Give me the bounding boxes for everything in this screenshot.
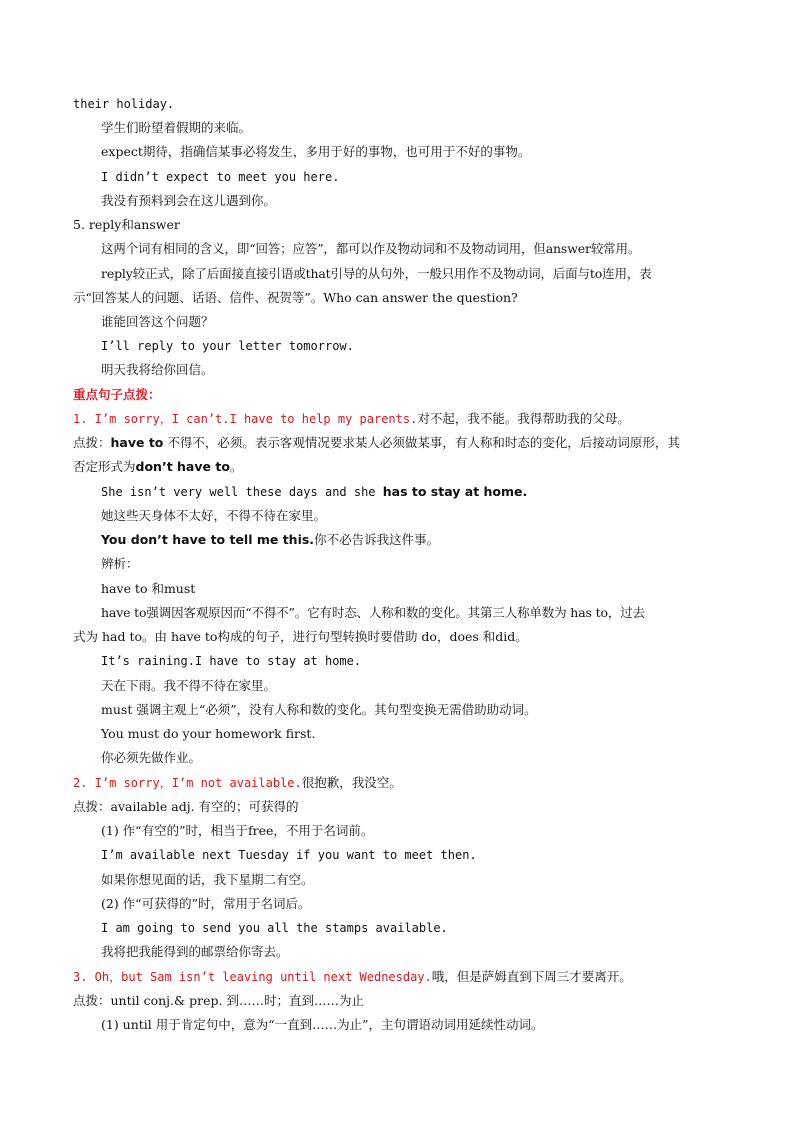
bold-phrase: has to stay at home. xyxy=(382,484,528,499)
text-line: 如果你想见面的话，我下星期二有空。 xyxy=(101,872,314,887)
label: 点拨： xyxy=(73,435,111,450)
text-line: 你必须先做作业。 xyxy=(101,750,202,765)
text-line: reply较正式，除了后面接直接引语或that引导的从句外，一般只用作不及物动词，后面与to连用，表 xyxy=(101,266,652,281)
key-sentence-english: 2. I’m sorry，I’m not available. xyxy=(73,776,302,790)
text-line: (1) 作“有空的”时，相当于free，不用于名词前。 xyxy=(101,823,374,838)
key-sentence-chinese: 对不起，我不能。我得帮助我的父母。 xyxy=(417,411,630,426)
key-sentence-1 xyxy=(73,410,630,428)
bold-phrase: have to xyxy=(110,435,164,450)
text-line: have to 和must xyxy=(101,581,196,596)
text-line xyxy=(73,434,680,452)
text-line: 明天我将给你回信。 xyxy=(101,362,214,377)
text: 你不必告诉我这件事。 xyxy=(314,532,440,547)
text-line: their holiday. xyxy=(73,97,175,111)
text-line: I’ll reply to your letter tomorrow. xyxy=(101,339,354,353)
text-line: 这两个词有相同的含义，即“回答；应答”，都可以作及物动词和不及物动词用，但answer较常用。 xyxy=(101,241,641,256)
key-sentence-2 xyxy=(73,774,402,792)
text-line: 我没有预料到会在这儿遇到你。 xyxy=(101,193,277,208)
key-sentence-english: 1. I’m sorry，I can’t.I have to help my parents. xyxy=(73,412,418,426)
text-line: 我将把我能得到的邮票给你寄去。 xyxy=(101,944,289,959)
text: 否定形式为 xyxy=(73,459,136,474)
example-sentence xyxy=(101,531,439,549)
example-sentence: I’m available next Tuesday if you want to meet then. xyxy=(101,848,477,862)
example-sentence: You must do your homework first. xyxy=(101,726,316,741)
text-line: 点拨：available adj. 有空的；可获得的 xyxy=(73,799,299,814)
text-line: 示“回答某人的问题、话语、信件、祝贺等”。Who can answer the question? xyxy=(73,290,518,305)
text: 。 xyxy=(229,459,243,474)
text: 不得不，必须。表示客观情况要求某人必须做某事，有人称和时态的变化，后接动词原形，其 xyxy=(163,435,680,450)
text-line: I didn’t expect to meet you here. xyxy=(101,170,340,184)
text-line: have to强调因客观原因而“不得不”。它有时态、人称和数的变化。其第三人称单数为 has to，过去 xyxy=(101,605,645,620)
text-line: 她这些天身体不太好，不得不待在家里。 xyxy=(101,508,327,523)
text-line: 学生们盼望着假期的来临。 xyxy=(101,120,252,135)
example-sentence: I am going to send you all the stamps available. xyxy=(101,921,448,935)
key-sentences-heading: 重点句子点拨： xyxy=(73,387,161,402)
key-sentence-chinese: 哦，但是萨姆直到下周三才要离开。 xyxy=(431,969,632,984)
text-line: 辨析： xyxy=(101,556,139,571)
key-sentence-chinese: 很抱歉，我没空。 xyxy=(301,775,402,790)
bold-phrase: don’t have to xyxy=(135,459,230,474)
text-line: expect期待，指确信某事必将发生，多用于好的事物，也可用于不好的事物。 xyxy=(101,144,531,159)
section-heading: 5. reply和answer xyxy=(73,217,180,232)
text-line: 谁能回答这个问题？ xyxy=(101,314,214,329)
text-line: (2) 作“可获得的”时，常用于名词后。 xyxy=(101,896,311,911)
text-line: must 强调主观上“必须”，没有人称和数的变化。其句型变换无需借助助动词。 xyxy=(101,702,537,717)
text-line: (1) until 用于肯定句中，意为“一直到……为止”，主句谓语动词用延续性动词。 xyxy=(101,1017,544,1032)
bold-phrase: You don’t have to tell me this. xyxy=(101,532,315,547)
key-sentence-english: 3. Oh，but Sam isn’t leaving until next Wednesday. xyxy=(73,970,432,984)
text-line: 点拨：until conj.& prep. 到……时；直到……为止 xyxy=(73,993,364,1008)
text-line: 式为 had to。由 have to构成的句子，进行句型转换时要借助 do，does 和did。 xyxy=(73,629,528,644)
text-line: 天在下雨。我不得不待在家里。 xyxy=(101,678,277,693)
text: She isn’t very well these days and she xyxy=(101,485,383,499)
text-line xyxy=(73,458,242,476)
example-sentence xyxy=(101,483,527,501)
key-sentence-3 xyxy=(73,968,632,986)
example-sentence: It’s raining.I have to stay at home. xyxy=(101,654,362,668)
